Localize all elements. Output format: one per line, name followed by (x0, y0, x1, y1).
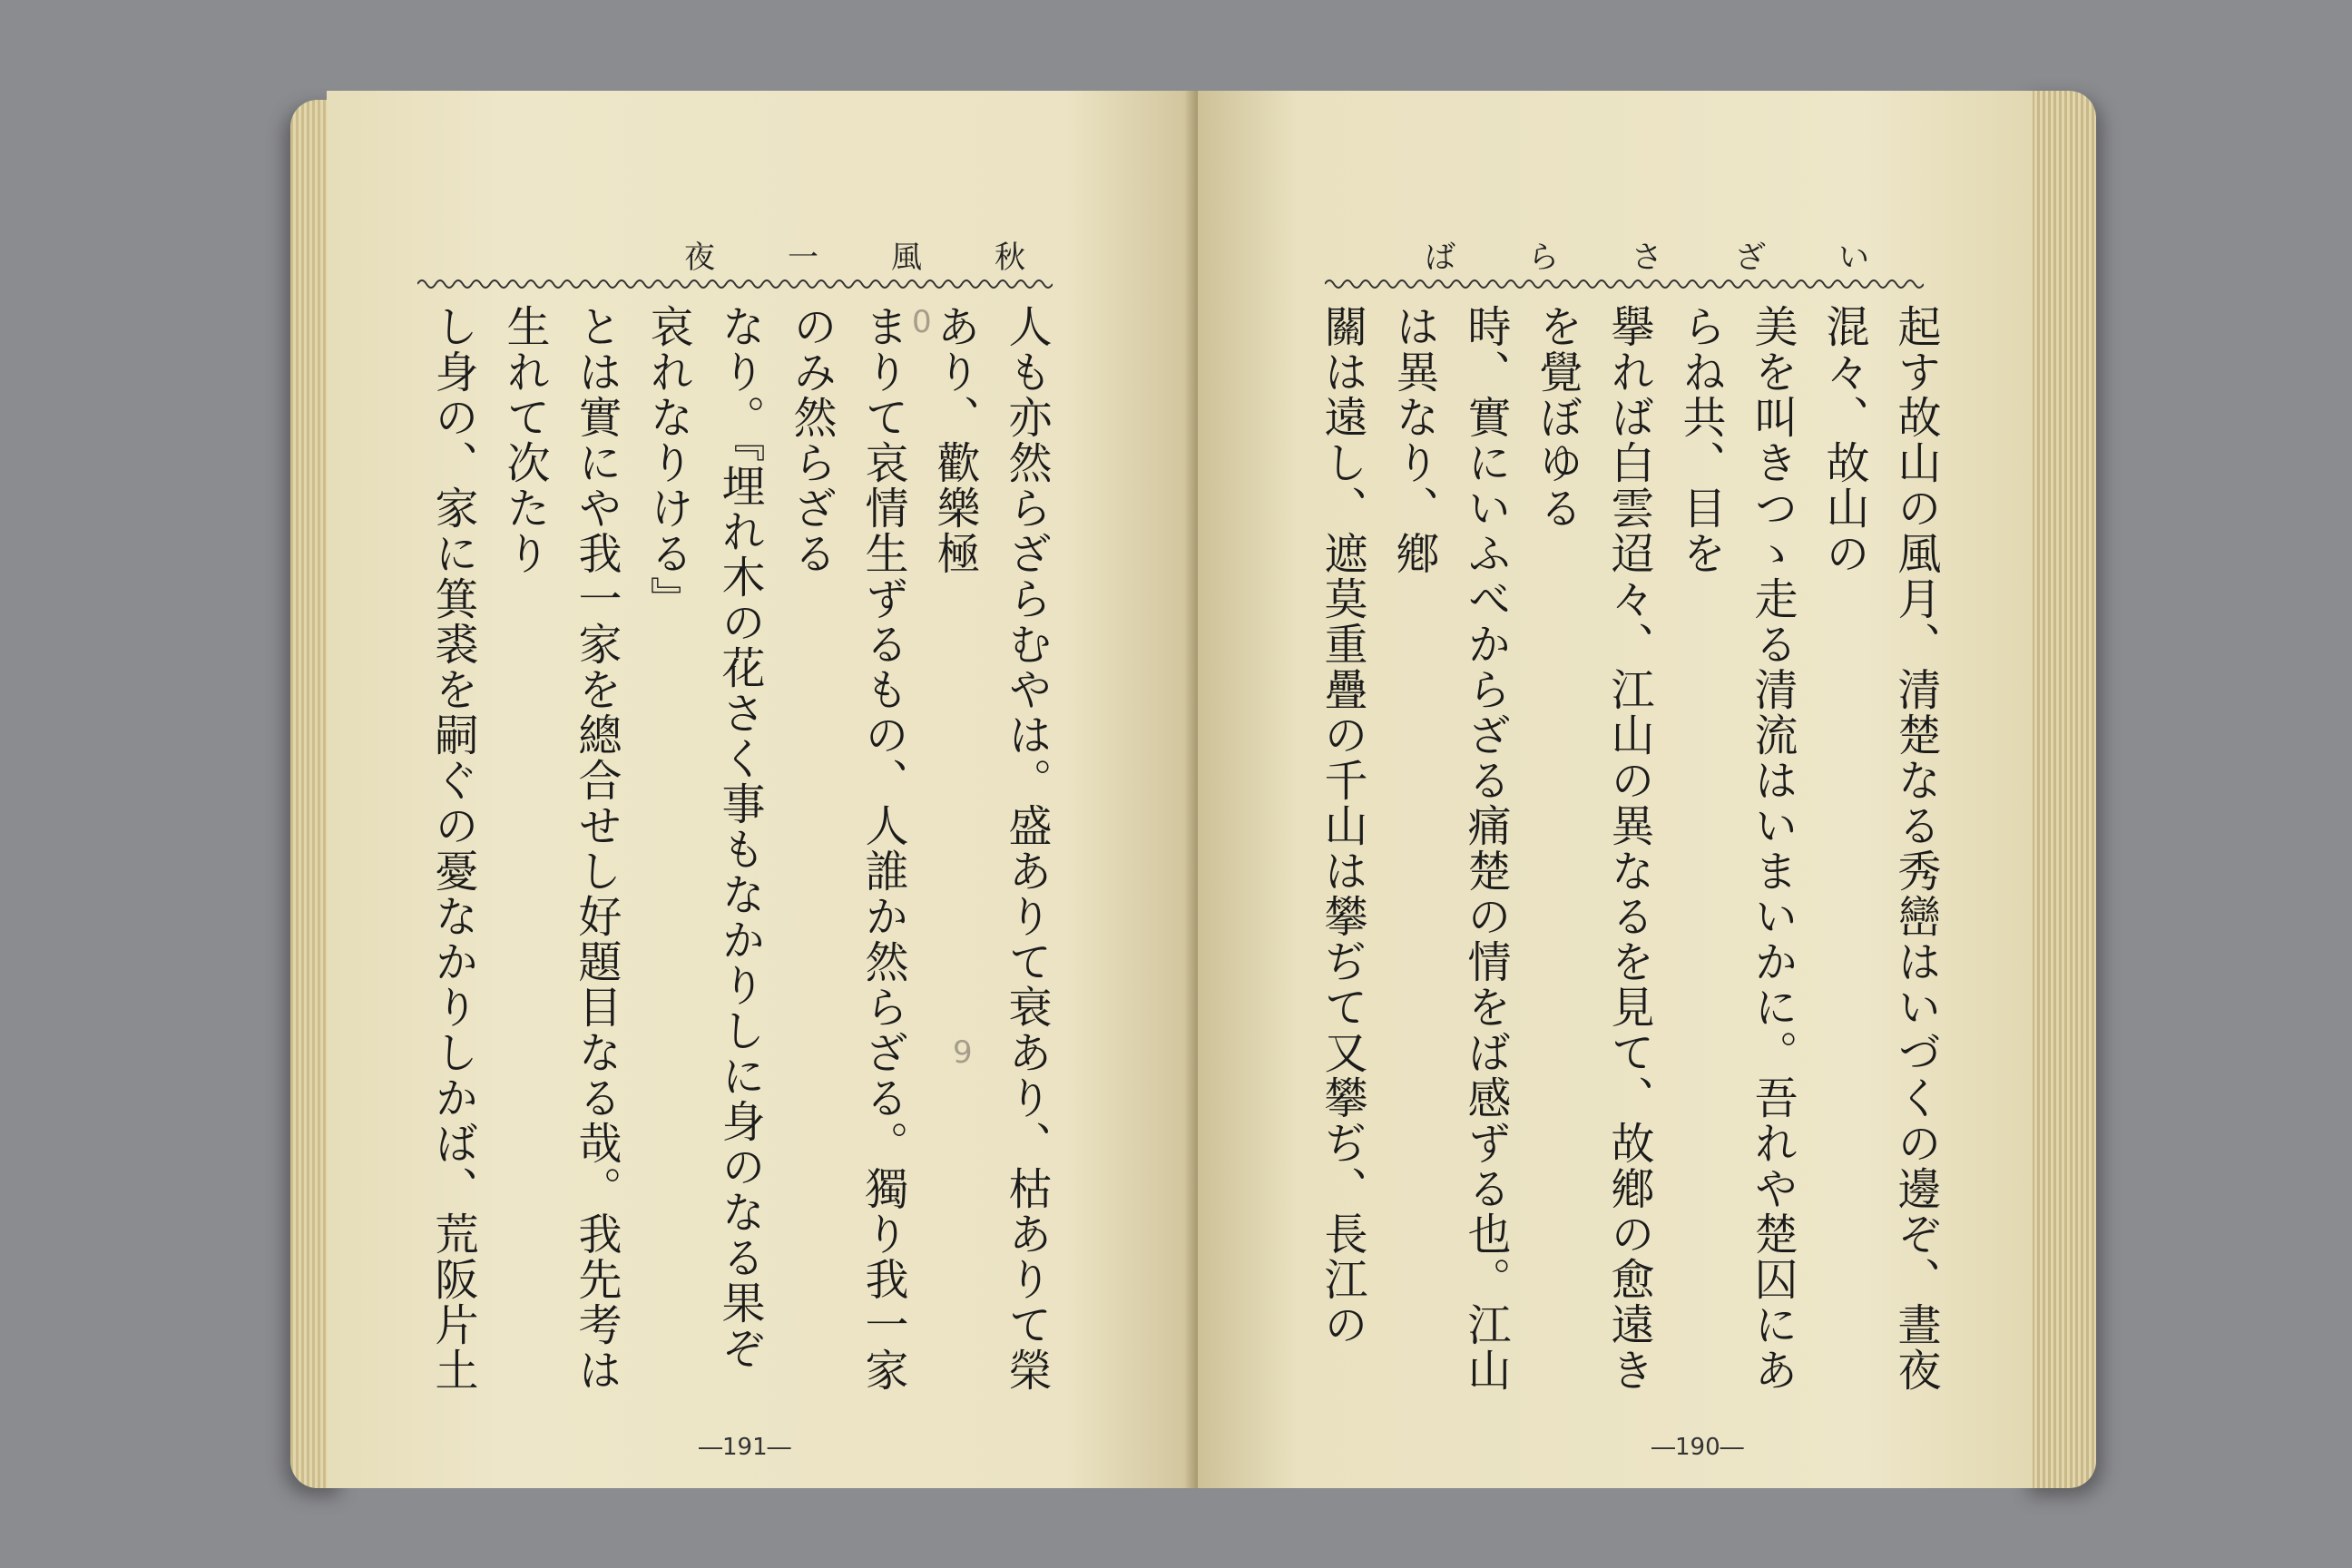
left-head-char: 秋 (995, 239, 1025, 276)
pencil-mark: 9 (953, 1034, 973, 1071)
left-page-number: ―191― (699, 1434, 791, 1461)
right-body-text: 起す故山の風月、清楚なる秀巒はいづくの邊ぞ、晝夜混々、故山の 美を叫きつゝ走る清流はいまいかに。吾れや楚囚にあらね共、目を 擧れば白雲迢々、江山の異なるを見て、故鄕の愈遠きを覺ぼゆる 時、實にいふべからざる痛楚の情をば感ずる也。江山は異なり、鄕 關は遠し、遮莫重疊の千山は攀ぢて又攀ぢ、長江の (1317, 304, 1941, 1393)
left-body-text: 人も亦然らざらむやは。盛ありて衰あり、枯ありて榮あり、歡樂極 まりて哀情生ずるもの、人誰か然らざる。獨り我一家のみ然らざる なり。『埋れ木の花さく事もなかりしに身のなる果ぞ哀れなりける』 とは實にや我一家を總合せし好題目なる哉。我先考は生れて次たり し身の、家に箕裘を嗣ぐの憂なかりしかば、荒阪片土 (427, 304, 1052, 1393)
right-running-head (1361, 227, 1869, 281)
right-head-char: い (1838, 239, 1869, 276)
right-wavy-rule (1325, 277, 1924, 291)
open-book (290, 73, 2096, 1506)
left-wavy-rule (417, 277, 1053, 291)
right-head-char: さ (1632, 239, 1662, 276)
right-page (1198, 91, 2033, 1488)
left-running-head (436, 227, 1025, 281)
right-head-char: ば (1425, 239, 1455, 276)
page-edge-right (2024, 91, 2096, 1488)
left-head-char: 夜 (684, 239, 715, 276)
left-page (327, 91, 1198, 1488)
right-head-char: ざ (1735, 239, 1766, 276)
right-head-char: ら (1528, 239, 1559, 276)
pencil-mark: 0 (912, 304, 932, 340)
left-head-char: 風 (891, 239, 922, 276)
right-page-number: ―190― (1651, 1434, 1744, 1461)
left-head-char: 一 (788, 239, 818, 276)
